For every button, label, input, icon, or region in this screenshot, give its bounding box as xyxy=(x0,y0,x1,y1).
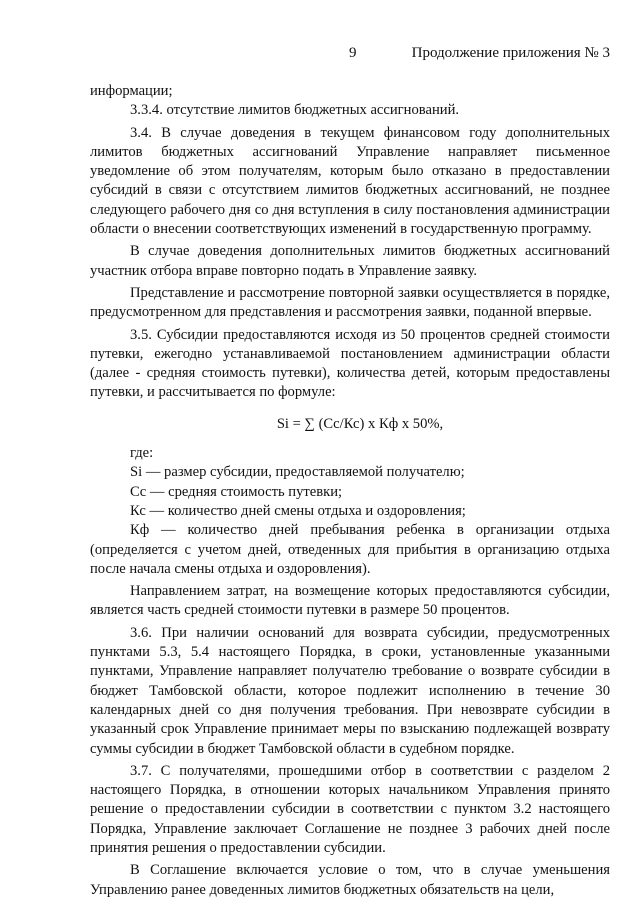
subsidy-formula: Si = ∑ (Cc/Кс) x Кф x 50%, xyxy=(276,415,444,432)
paragraph-additional-limits: В случае доведения дополнительных лимитов бюджетных ассигнований участник отбора вправе повторно подать в Управление заявку. xyxy=(90,243,610,279)
page-number: 9 xyxy=(349,45,357,61)
formula-where: где: xyxy=(130,445,154,462)
appendix-label: Продолжение приложения № 3 xyxy=(411,45,610,61)
paragraph-3-6: 3.6. При наличии оснований для возврата субсидии, предусмотренных пунктами 5.3, 5.4 настоящего Порядка, в сроки, установленные указанными пунктами, Управление направляет получателю требование о возврате субсидии в бюджет Тамбовской области, которое подлежит исполнению в течение 30 календарных дней со дня получения требования. При невозврате субсидии в указанный срок Управление принимает меры по взысканию подлежащей возврату суммы субсидии в бюджет Тамбовской области в судебном порядке. xyxy=(90,624,610,757)
document-body xyxy=(90,82,610,900)
paragraph-cost-direction: Направлением затрат, на возмещение которых предоставляются субсидии, является часть средней стоимости путевки в размере 50 процентов. xyxy=(90,583,610,619)
formula-def-kc: Кс — количество дней смены отдыха и оздоровления; xyxy=(130,502,466,519)
paragraph-agreement-condition: В Соглашение включается условие о том, что в случае уменьшения Управлению ранее доведенных лимитов бюджетных обязательств на цели, xyxy=(90,862,610,898)
paragraph-3-7: 3.7. С получателями, прошедшими отбор в соответствии с разделом 2 настоящего Порядка, в отношении которых начальником Управления принято решение о предоставлении субсидии в соответствии с пунктом 3.2 настоящего Порядка, Управление заключает Соглашение не позднее 3 рабочих дней после принятия решения о предоставлении субсидии. xyxy=(90,762,610,856)
page-header xyxy=(0,45,640,67)
paragraph-3-4: 3.4. В случае доведения в текущем финансовом году дополнительных лимитов бюджетных ассигнований Управление направляет письменное уведомление об этом получателям, которым было отказано в предоставлении субсидий в связи с отсутствием лимитов бюджетных ассигнований, не позднее следующего рабочего дня со дня вступления в силу постановления администрации области о внесении соответствующих изменений в государственную программу. xyxy=(90,124,610,238)
paragraph-3-3-4: 3.3.4. отсутствие лимитов бюджетных ассигнований. xyxy=(130,102,460,119)
formula-def-si: Si — размер субсидии, предоставляемой получателю; xyxy=(130,464,465,481)
paragraph-repeat-application: Представление и рассмотрение повторной заявки осуществляется в порядке, предусмотренном для представления и рассмотрения заявки, поданной впервые. xyxy=(90,284,610,321)
formula-def-kf: Кф — количество дней пребывания ребенка в организации отдыха (определяется с учетом дней, отведенных для прибытия в организацию отдыха после начала смены отдыха и оздоровления). xyxy=(90,522,610,577)
paragraph-continuation: информации; xyxy=(90,83,173,99)
formula-def-cc: Cc — средняя стоимость путевки; xyxy=(130,483,343,500)
paragraph-3-5: 3.5. Субсидии предоставляются исходя из 50 процентов средней стоимости путевки, ежегодно устанавливаемой постановлением администрации области (далее - средняя стоимость путевки), количества детей, которым предоставлены путевки, и рассчитывается по формуле: xyxy=(90,326,610,401)
